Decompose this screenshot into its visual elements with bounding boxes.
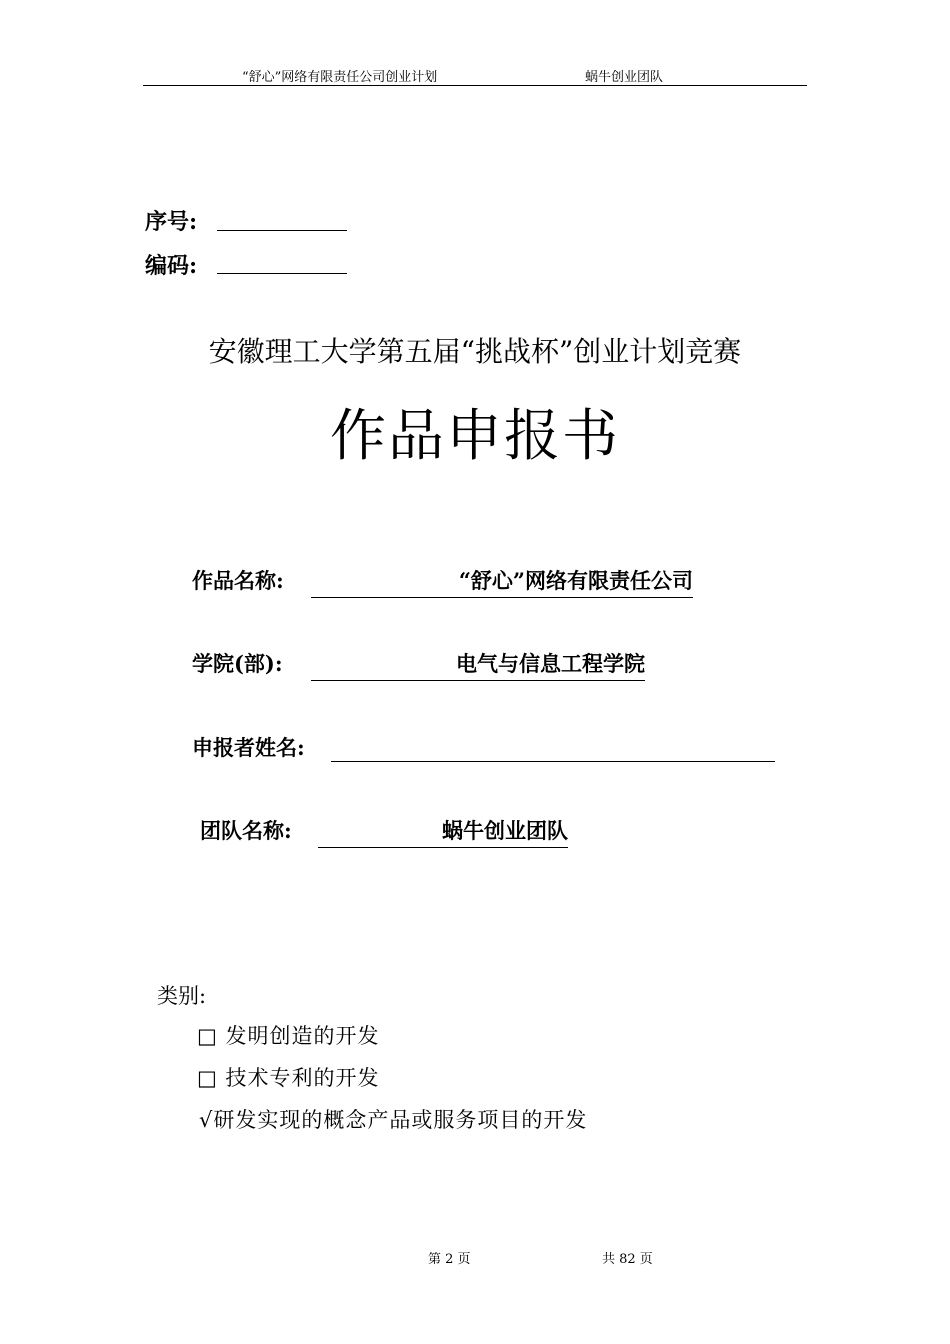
contest-title: 安徽理工大学第五届“挑战杯”创业计划竞赛	[208, 335, 742, 368]
category-item-text: 技术专利的开发	[225, 1066, 380, 1090]
code-label: 编码:	[145, 253, 198, 279]
main-title: 作品申报书	[330, 404, 620, 469]
category-item	[197, 1020, 380, 1050]
serial-blank-line	[217, 230, 347, 231]
footer-total-pages: 共 82 页	[602, 1252, 653, 1267]
header-divider	[143, 85, 807, 86]
team-value: 蜗牛创业团队	[318, 815, 568, 848]
team-label: 团队名称:	[200, 818, 292, 843]
work-name-value: “舒心”网络有限责任公司	[311, 565, 693, 598]
category-item	[197, 1062, 380, 1092]
category-item-text: 发明创造的开发	[225, 1024, 380, 1048]
checkmark-icon: √	[199, 1108, 214, 1132]
college-value: 电气与信息工程学院	[311, 648, 645, 681]
header-team-name: 蜗牛创业团队	[585, 70, 664, 85]
applicant-value	[331, 737, 775, 762]
work-name-label: 作品名称:	[192, 568, 284, 593]
category-item	[199, 1104, 587, 1134]
header-document-title: “舒心”网络有限责任公司创业计划	[242, 70, 438, 85]
checkbox-empty-icon: □	[197, 1066, 218, 1090]
code-blank-line	[217, 273, 347, 274]
footer-page-number: 第 2 页	[428, 1252, 471, 1267]
serial-label: 序号:	[145, 209, 198, 235]
applicant-label: 申报者姓名:	[192, 735, 305, 760]
category-label: 类别:	[157, 984, 207, 1008]
checkbox-empty-icon: □	[197, 1024, 218, 1048]
college-label: 学院(部):	[192, 651, 283, 676]
category-item-text: 研发实现的概念产品或服务项目的开发	[213, 1108, 588, 1132]
